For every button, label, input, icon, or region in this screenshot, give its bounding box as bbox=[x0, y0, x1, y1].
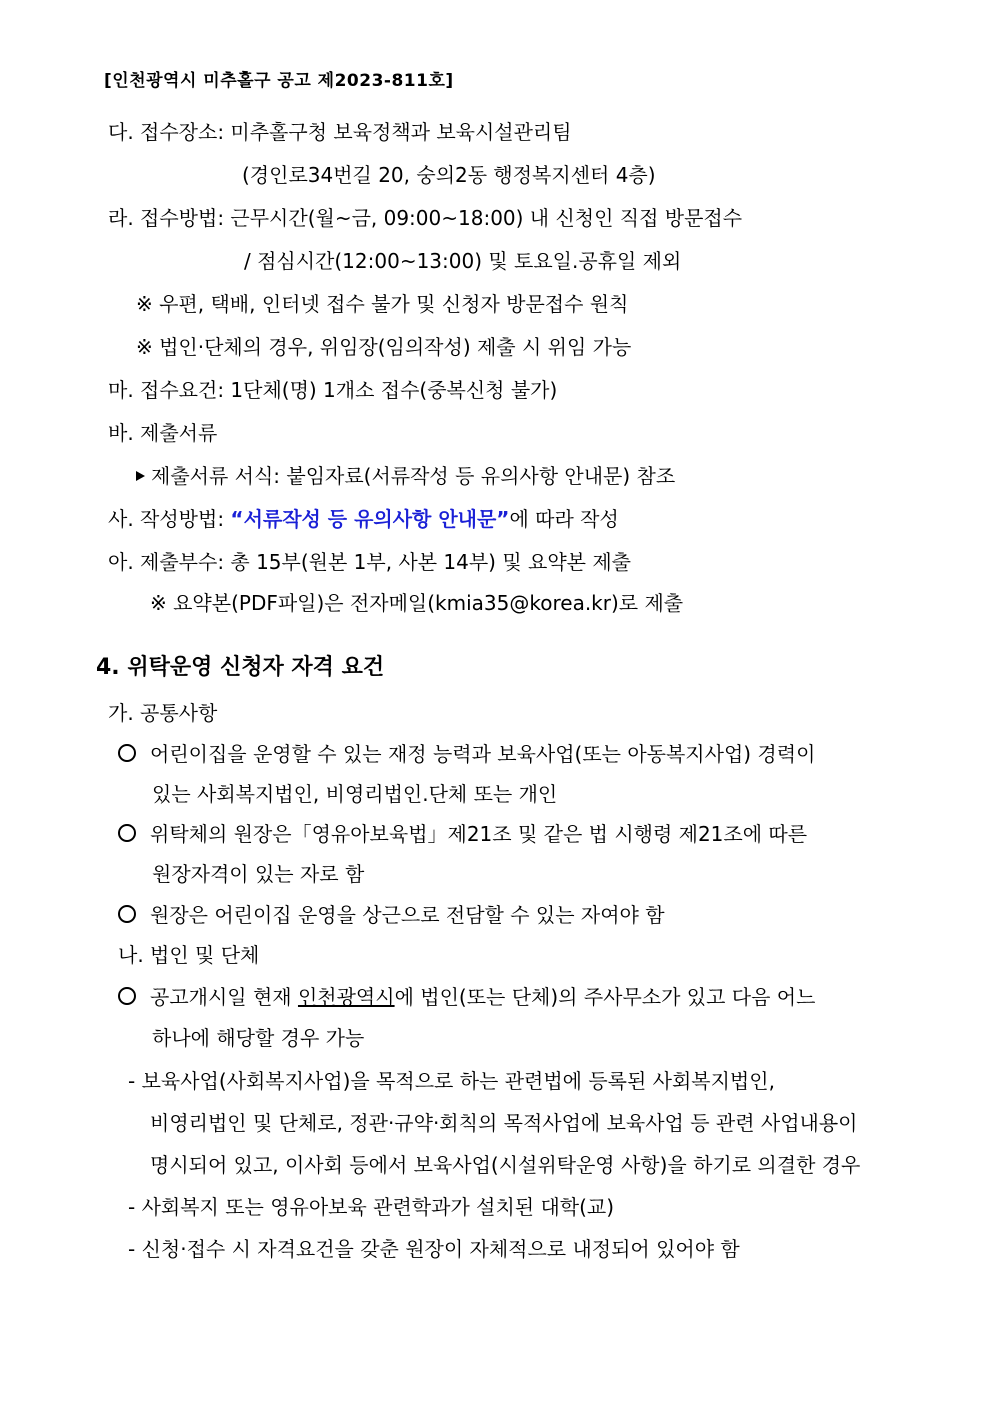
reception-requirement-line: 마. 접수요건: 1단체(명) 1개소 접수(중복신청 불가) bbox=[108, 378, 558, 402]
lunch-exclusion-line: / 점심시간(12:00~13:00) 및 토요일.공휴일 제외 bbox=[244, 249, 682, 273]
corporation-heading: 나. 법인 및 단체 bbox=[118, 943, 260, 967]
section-4-title: 4. 위탁운영 신청자 자격 요건 bbox=[96, 655, 385, 680]
common-item-1-line-1: 어린이집을 운영할 수 있는 재정 능력과 보육사업(또는 아동복지사업) 경력이 bbox=[118, 741, 815, 767]
circle-bullet-icon bbox=[118, 905, 136, 923]
corp-sub-1-line-2: 비영리법인 및 단체로, 정관·규약·회칙의 목적사업에 보육사업 등 관련 사업내용이 bbox=[150, 1111, 858, 1135]
reception-method-line: 라. 접수방법: 근무시간(월~금, 09:00~18:00) 내 신청인 직접 방문접수 bbox=[108, 206, 743, 230]
corp-sub-2-line: - 사회복지 또는 영유아보육 관련학과가 설치된 대학(교) bbox=[128, 1195, 615, 1219]
note-delegation-line: ※ 법인·단체의 경우, 위임장(임의작성) 제출 시 위임 가능 bbox=[136, 335, 632, 359]
common-items-heading: 가. 공통사항 bbox=[108, 701, 218, 725]
common-item-2-line-1: 위탁체의 원장은「영유아보육법」제21조 및 같은 법 시행령 제21조에 따른 bbox=[118, 821, 807, 847]
reception-address-line: (경인로34번길 20, 숭의2동 행정복지센터 4층) bbox=[242, 163, 656, 187]
common-item-2-line-2: 원장자격이 있는 자로 함 bbox=[152, 862, 365, 886]
common-item-1-line-2: 있는 사회복지법인, 비영리법인.단체 또는 개인 bbox=[152, 782, 558, 806]
corp-item-line-2: 하나에 해당할 경우 가능 bbox=[152, 1026, 365, 1050]
corp-item-line-1: 공고개시일 현재 인천광역시에 법인(또는 단체)의 주사무소가 있고 다음 어느 bbox=[118, 984, 815, 1010]
notice-header: [인천광역시 미추홀구 공고 제2023-811호] bbox=[104, 71, 454, 91]
submission-docs-heading: 바. 제출서류 bbox=[108, 421, 218, 445]
corp-sub-3-line: - 신청·접수 시 자격요건을 갖춘 원장이 자체적으로 내정되어 있어야 함 bbox=[128, 1237, 740, 1261]
corp-sub-1-line-1: - 보육사업(사회복지사업)을 목적으로 하는 관련법에 등록된 사회복지법인, bbox=[128, 1069, 775, 1093]
corp-sub-1-line-3: 명시되어 있고, 이사회 등에서 보육사업(시설위탁운영 사항)을 하기로 의결한 경우 bbox=[150, 1153, 861, 1177]
writing-method-suffix: 에 따라 작성 bbox=[509, 507, 619, 531]
reception-place-line: 다. 접수장소: 미추홀구청 보육정책과 보육시설관리팀 bbox=[108, 120, 572, 144]
incheon-underlined: 인천광역시 bbox=[297, 985, 395, 1009]
circle-bullet-icon bbox=[118, 987, 136, 1005]
triangle-bullet-icon bbox=[136, 471, 145, 481]
circle-bullet-icon bbox=[118, 824, 136, 842]
submission-form-line bbox=[136, 463, 675, 489]
guide-title-highlight: “서류작성 등 유의사항 안내문” bbox=[230, 507, 510, 531]
writing-method-label: 사. 작성방법: bbox=[108, 507, 231, 531]
writing-method-line bbox=[108, 506, 619, 532]
copies-line: 아. 제출부수: 총 15부(원본 1부, 사본 14부) 및 요약본 제출 bbox=[108, 550, 631, 574]
summary-email-line: ※ 요약본(PDF파일)은 전자메일(kmia35@korea.kr)로 제출 bbox=[150, 591, 684, 615]
note-mail-line: ※ 우편, 택배, 인터넷 접수 불가 및 신청자 방문접수 원칙 bbox=[136, 292, 629, 316]
circle-bullet-icon bbox=[118, 744, 136, 762]
common-item-3-line: 원장은 어린이집 운영을 상근으로 전담할 수 있는 자여야 함 bbox=[118, 902, 665, 928]
submission-form-text: 제출서류 서식: 붙임자료(서류작성 등 유의사항 안내문) 참조 bbox=[151, 464, 676, 488]
